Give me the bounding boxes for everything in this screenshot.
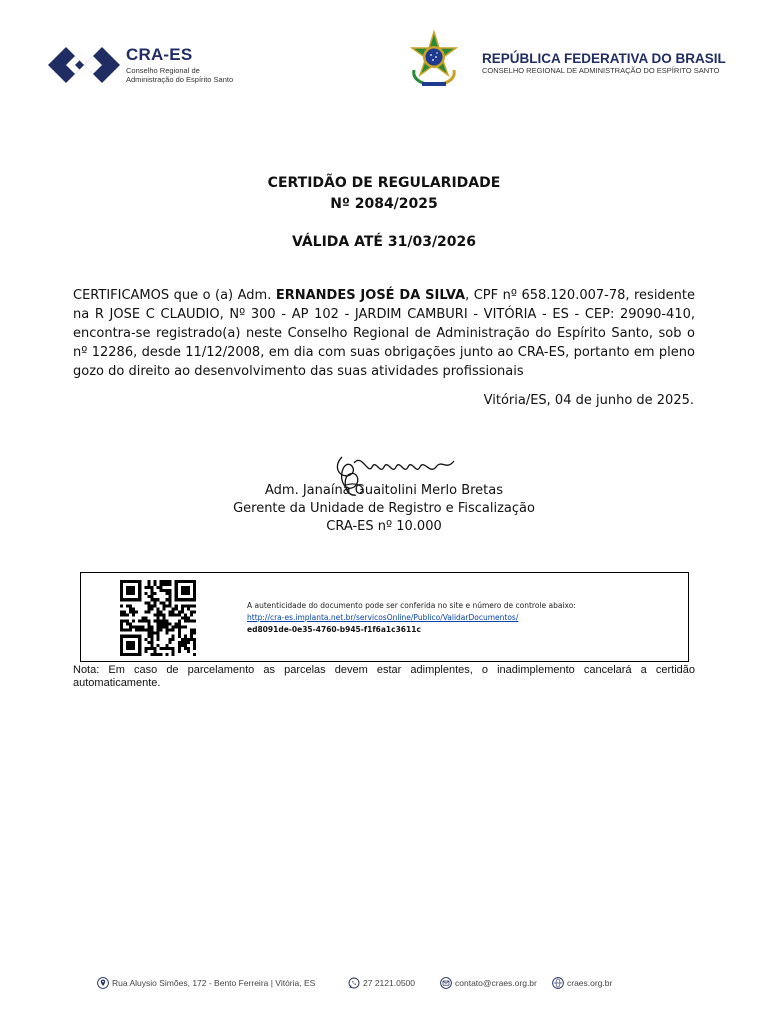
holder-name: ERNANDES JOSÉ DA SILVA	[275, 288, 466, 303]
footer-email	[440, 977, 537, 989]
qr-code-icon[interactable]	[118, 580, 198, 656]
republic-title: REPÚBLICA FEDERATIVA DO BRASIL	[482, 51, 726, 66]
logo-subtitle: Conselho Regional de Administração do Espírito Santo	[126, 66, 234, 84]
certificate-body	[73, 286, 695, 381]
place-date: Vitória/ES, 04 de junho de 2025.	[483, 393, 694, 408]
signatory-role: Gerente da Unidade de Registro e Fiscalização	[233, 501, 535, 516]
footer-website-text[interactable]: craes.org.br	[567, 978, 613, 988]
body-prefix: CERTIFICAMOS que o (a) Adm.	[73, 288, 276, 303]
signatory-registration: CRA-ES nº 10.000	[326, 519, 442, 534]
cra-es-logo	[48, 44, 238, 88]
validation-box	[80, 572, 689, 662]
validation-link[interactable]: http://cra-es.implanta.net.br/servicosOnline/Publico/ValidarDocumentos/	[247, 613, 519, 622]
brazil-coat-of-arms-icon	[404, 30, 464, 90]
footer-address-text: Rua Aluysio Simões, 172 - Bento Ferreira | Vitória, ES	[112, 978, 316, 988]
logo-name: CRA-ES	[126, 45, 193, 64]
whatsapp-icon	[348, 977, 360, 989]
cra-es-logo-icon	[48, 46, 120, 84]
installment-note: Nota: Em caso de parcelamento as parcelas devem estar adimplentes, o inadimplemento cancelará a certidão automaticamente.	[73, 664, 695, 689]
footer	[0, 977, 768, 993]
footer-website	[552, 977, 612, 989]
validation-text: A autenticidade do documento pode ser conferida no site e número de controle abaixo:	[247, 601, 576, 610]
footer-phone	[348, 977, 415, 989]
globe-icon	[552, 977, 564, 989]
location-pin-icon	[97, 977, 109, 989]
certificate-validity: VÁLIDA ATÉ 31/03/2026	[291, 234, 477, 250]
footer-email-text[interactable]: contato@craes.org.br	[455, 978, 537, 988]
validation-code: ed8091de-0e35-4760-b945-f1f6a1c3611c	[247, 625, 421, 634]
certificate-number: Nº 2084/2025	[330, 196, 438, 212]
validation-info	[247, 600, 576, 636]
email-icon	[440, 977, 452, 989]
body-suffix: , CPF nº 658.120.007-78, residente na R JOSE C CLAUDIO, Nº 300 - AP 102 - JARDIM CAMBURI - VITÓRIA - ES - CEP: 29090-410, encontra-se registrado(a) neste Conselho Regional de Administração do Espírito Santo, sob o nº 12286, desde 11/12/2008, em dia com suas obrigações junto ao CRA-ES, portanto em pleno gozo do direito ao desenvolvimento das suas atividades profissionais	[73, 288, 696, 379]
republic-subtitle: CONSELHO REGIONAL DE ADMINISTRAÇÃO DO ESPÍRITO SANTO	[482, 66, 720, 75]
signatory-name: Adm. Janaína Guaitolini Merlo Bretas	[264, 483, 504, 498]
footer-phone-text: 27 2121.0500	[363, 978, 415, 988]
certificate-title: CERTIDÃO DE REGULARIDADE	[267, 175, 501, 191]
footer-address	[97, 977, 315, 989]
